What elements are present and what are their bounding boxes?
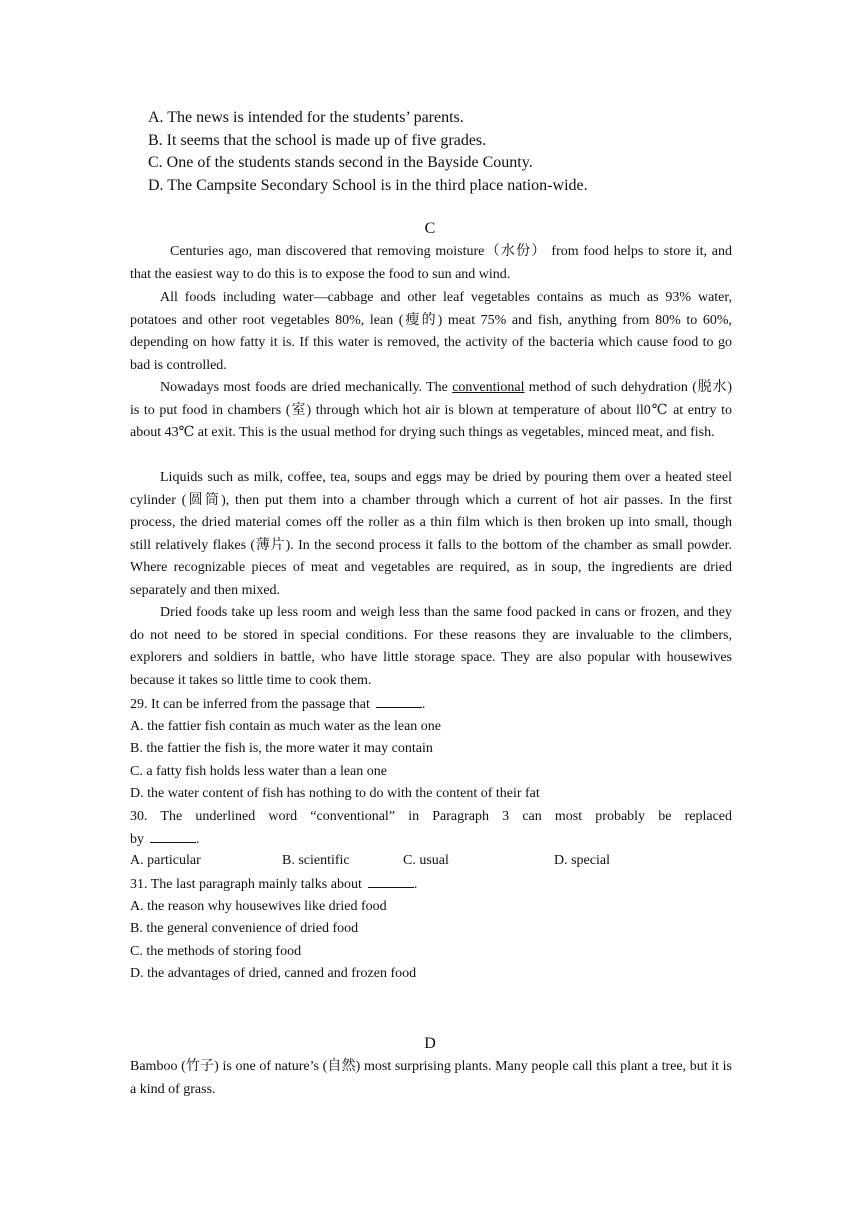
prev-option-a: A. The news is intended for the students’ parents. <box>148 109 464 126</box>
question-31-option-b: B. the general convenience of dried food <box>130 921 359 936</box>
question-29-text: 29. It can be inferred from the passage that <box>130 697 370 712</box>
question-29-stem <box>130 693 425 717</box>
section-c-paragraph-2: All foods including water—cabbage and other leaf vegetables contains as much as 93% water, potatoes and other root vegetables 80%, lean (瘦的) meat 75% and fish, anything from 80% to 60%, depending on how fatty it is. If this water is removed, the activity of the bacteria which cause food to go bad is controlled. <box>130 290 732 373</box>
answer-blank <box>368 873 414 888</box>
question-29-option-c: C. a fatty fish holds less water than a lean one <box>130 763 387 779</box>
section-c-paragraph-1: Centuries ago, man discovered that removing moisture（水份） from food helps to store it, and that the easiest way to do this is to expose the food to sun and wind. <box>130 244 732 282</box>
section-d-paragraph-1: Bamboo (竹子) is one of nature’s (自然) most surprising plants. Many people call this plant a tree, but it is a kind of grass. <box>130 1059 732 1097</box>
underlined-word-conventional: conventional <box>452 380 525 395</box>
question-31-stem <box>130 873 417 897</box>
prev-option-c: C. One of the students stands second in the Bayside County. <box>148 154 533 171</box>
section-c-heading: C <box>424 220 436 237</box>
section-c-paragraph-5: Dried foods take up less room and weigh less than the same food packed in cans or frozen, and they do not need to be stored in special conditions. For these reasons they are invaluable to the climbers, explorers and soldiers in battle, who have little storage space. They are also popular with housewives because it takes so little time to cook them. <box>130 605 732 688</box>
question-29-option-a: A. the fattier fish contain as much water as the lean one <box>130 718 441 734</box>
answer-blank <box>150 828 196 843</box>
question-29-option-d: D. the water content of fish has nothing to do with the content of their fat <box>130 786 540 801</box>
question-30-stem-line-2 <box>130 828 200 852</box>
question-30-option-d: D. special <box>554 853 610 868</box>
paragraph-3-text-after: method of such dehydration (脱水) is to put food in chambers (室) through which hot air is blown at temperature of about ll0℃ at entry to about 43℃ at exit. This is the usual method for drying such things as vegetables, minced meat, and fish. <box>130 380 732 441</box>
question-30-option-b: B. scientific <box>282 853 350 868</box>
section-c-paragraph-4: Liquids such as milk, coffee, tea, soups and eggs may be dried by pouring them over a heated steel cylinder (圆筒), then put them into a chamber through which a current of hot air passes. In the first process, the dried material comes off the roller as a thin film which is then broken up into small, though still relatively flakes (薄片). In the second process it falls to the bottom of the chamber as small powder. Where recognizable pieces of meat and vegetables are required, as in soup, the ingredients are dried separately and then mixed. <box>130 470 732 598</box>
question-31-end: . <box>413 877 418 892</box>
question-30-end: . <box>196 832 200 847</box>
prev-option-b: B. It seems that the school is made up of five grades. <box>148 131 487 149</box>
question-30-stem-line-1: 30. The underlined word “conventional” in Paragraph 3 can most probably be replaced <box>130 808 732 824</box>
prev-option-d: D. The Campsite Secondary School is in the third place nation-wide. <box>148 176 588 194</box>
question-30-option-a: A. particular <box>130 853 201 868</box>
question-31-text: 31. The last paragraph mainly talks about <box>130 877 362 892</box>
question-31-option-c: C. the methods of storing food <box>130 943 302 959</box>
question-30-option-c: C. usual <box>403 853 449 868</box>
answer-blank <box>376 693 422 708</box>
section-c-paragraph-3 <box>130 377 732 445</box>
question-29-option-b: B. the fattier the fish is, the more water it may contain <box>130 741 433 756</box>
question-31-option-d: D. the advantages of dried, canned and frozen food <box>130 966 417 981</box>
question-31-option-a: A. the reason why housewives like dried food <box>130 898 387 914</box>
question-29-end: . <box>421 697 426 712</box>
section-d-heading: D <box>424 1035 436 1052</box>
paragraph-3-text-before: Nowadays most foods are dried mechanically. The <box>160 380 453 395</box>
question-30-text: by <box>130 832 144 847</box>
